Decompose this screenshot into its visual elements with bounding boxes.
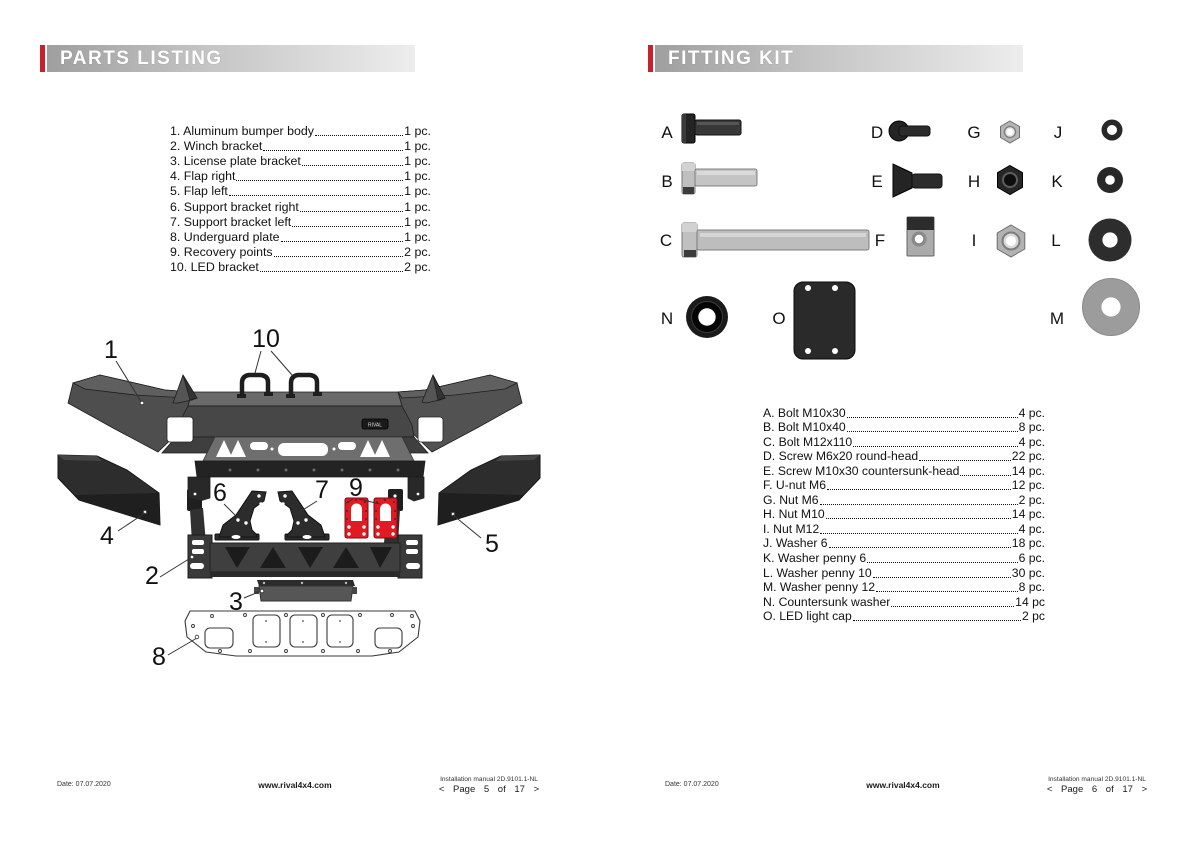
parts-list-row [170,229,431,244]
kit-list-row [763,594,1045,609]
kit-list-row [763,449,1045,464]
kit-list-row [763,434,1045,449]
part-label: 1. Aluminum bumper body [170,124,314,139]
underguard-plate-part [185,611,420,656]
dot-leader [853,620,1021,621]
right-page-title: FITTING KIT [668,47,795,69]
kit-list-row [763,565,1045,580]
part-qty: 1 pc. [404,229,431,244]
countersunk-washer-n-icon [686,296,728,338]
bolt-c-icon [682,223,869,257]
part-qty: 1 pc. [404,124,431,139]
left-footer-manual-block [423,776,555,795]
dot-leader [315,135,403,136]
kit-qty: 4 pc. [1018,434,1045,449]
led-light-cap-o-icon [794,282,855,359]
left-header-accent [40,45,45,72]
part-label: 3. License plate bracket [170,154,301,169]
flap-part-5 [438,455,540,525]
kit-list-row [763,550,1045,565]
part-label: 6. Support bracket right [170,199,299,214]
dot-leader [820,533,1017,534]
screw-d-icon [889,121,930,141]
washer-j-icon [1102,120,1123,141]
kit-letter-n: N [660,309,674,328]
kit-list-row [763,580,1045,595]
left-header-bar [47,45,415,72]
parts-list-row [170,183,431,198]
dot-leader [229,195,403,196]
kit-qty: 8 pc. [1018,420,1045,435]
parts-list-row [170,244,431,259]
kit-qty: 6 pc. [1018,551,1045,566]
kit-letters [660,123,1064,328]
kit-letter-j: J [1053,123,1063,142]
part-qty: 2 pc. [404,259,431,274]
dot-leader [847,417,1018,418]
dot-leader [263,150,403,151]
kit-letter-g: G [967,123,981,142]
part-qty: 1 pc. [404,154,431,169]
screw-e-icon [893,164,942,197]
kit-letter-b: B [661,172,673,191]
left-footer-manual-ref: Installation manual 2D.9101.1-NL [440,776,538,783]
right-header-accent [648,45,653,72]
kit-label: F. U-nut M6 [763,478,826,493]
washer-l-icon [1089,219,1132,262]
flap-part-4 [58,455,160,525]
parts-list-row [170,153,431,168]
parts-list-row [170,123,431,138]
kit-letter-e: E [871,172,883,191]
kit-label: M. Washer penny 12 [763,580,875,595]
left-footer-page-indicator: < Page 5 of 17 > [438,784,540,795]
dot-leader [274,256,404,257]
kit-qty: 14 pc [1015,594,1045,609]
callout-6: 6 [213,479,227,507]
kit-qty: 2 pc. [1018,492,1045,507]
kit-label: H. Nut M10 [763,507,825,522]
kit-label: A. Bolt M10x30 [763,405,846,420]
kit-qty: 8 pc. [1018,580,1045,595]
right-header-bar [655,45,1023,72]
part-label: 9. Recovery points [170,244,273,259]
dot-leader [867,562,1017,563]
kit-letter-m: M [1049,309,1065,328]
dot-leader [820,504,1018,505]
kit-label: D. Screw M6x20 round-head [763,449,919,464]
fitting-kit-list [763,405,1045,623]
kit-letter-l: L [1051,231,1061,250]
dot-leader [300,211,403,212]
rival-badge-text: RIVAL [367,422,383,429]
parts-list-row [170,259,431,274]
kit-list-row [763,536,1045,551]
kit-label: E. Screw M10x30 countersunk-head [763,463,960,478]
nut-h-icon [998,166,1023,195]
left-page-title: PARTS LISTING [60,47,223,69]
dot-leader [891,606,1014,607]
washer-m-icon [1083,279,1140,336]
dot-leader [260,271,403,272]
kit-label: J. Washer 6 [763,536,828,551]
exploded-diagram [40,325,580,675]
kit-label: L. Washer penny 10 [763,565,872,580]
kit-list-row [763,492,1045,507]
kit-letter-o: O [772,309,786,328]
parts-list [170,123,431,274]
kit-letter-h: H [967,172,981,191]
kit-qty: 12 pc. [1011,478,1045,493]
kit-qty: 4 pc. [1018,521,1045,536]
dot-leader [292,226,403,227]
kit-label: I. Nut M12 [763,521,820,536]
dot-leader [873,577,1011,578]
part-label: 4. Flap right [170,169,236,184]
callout-5: 5 [485,530,499,558]
bolt-b-icon [682,163,757,194]
parts-list-row [170,138,431,153]
parts-list-row [170,198,431,213]
kit-list-row [763,478,1045,493]
nut-i-icon [997,225,1025,257]
left-footer-date: Date: 07.07.2020 [57,781,111,788]
left-footer-website: www.rival4x4.com [258,780,332,790]
part-label: 10. LED bracket [170,259,259,274]
callout-10: 10 [252,325,280,353]
license-plate-bracket-part [254,580,357,601]
recovery-points-part [345,498,397,538]
part-label: 5. Flap left [170,184,228,199]
washer-k-icon [1097,167,1123,193]
callout-2: 2 [145,562,159,590]
part-qty: 1 pc. [404,214,431,229]
part-qty: 2 pc. [404,244,431,259]
callout-8: 8 [152,643,166,671]
part-label: 7. Support bracket left [170,214,292,229]
kit-list-row [763,420,1045,435]
right-footer-manual-ref: Installation manual 2D.9101.1-NL [1048,776,1146,783]
part-label: 8. Underguard plate [170,229,280,244]
kit-list-row [763,405,1045,420]
dot-leader [847,431,1018,432]
kit-letter-c: C [659,231,673,250]
callout-3: 3 [229,588,243,616]
callout-4: 4 [100,522,114,550]
kit-letter-a: A [661,123,673,142]
dot-leader [876,591,1018,592]
kit-letter-k: K [1051,172,1063,191]
right-footer-date: Date: 07.07.2020 [665,781,719,788]
dot-leader [281,241,404,242]
kit-qty: 30 pc. [1011,565,1045,580]
part-qty: 1 pc. [404,139,431,154]
callout-7: 7 [315,476,329,504]
kit-qty: 2 pc [1021,609,1045,624]
kit-label: B. Bolt M10x40 [763,420,846,435]
kit-qty: 14 pc. [1011,507,1045,522]
dot-leader [853,446,1017,447]
kit-qty: 18 pc. [1011,536,1045,551]
kit-letter-d: D [870,123,884,142]
kit-qty: 4 pc. [1018,405,1045,420]
kit-list-row [763,463,1045,478]
kit-list-row [763,609,1045,624]
dot-leader [302,165,403,166]
parts-list-row [170,168,431,183]
right-footer-page-indicator: < Page 6 of 17 > [1046,784,1148,795]
kit-letter-i: I [971,231,977,250]
kit-qty: 22 pc. [1011,449,1045,464]
part-qty: 1 pc. [404,184,431,199]
dot-leader [829,547,1011,548]
dot-leader [826,518,1011,519]
right-footer-manual-block [1031,776,1163,795]
kit-label: O. LED light cap [763,609,852,624]
right-footer-website: www.rival4x4.com [866,780,940,790]
dot-leader [919,460,1011,461]
callout-9: 9 [349,474,363,502]
kit-label: K. Washer penny 6 [763,551,867,566]
u-nut-f-icon [907,217,934,256]
dot-leader [236,180,403,181]
kit-letter-f: F [874,231,886,250]
callout-1: 1 [104,336,118,364]
kit-label: G. Nut M6 [763,492,819,507]
kit-label: N. Countersunk washer [763,594,891,609]
dot-leader [960,475,1010,476]
kit-list-row [763,521,1045,536]
nut-g-icon [1001,121,1020,143]
part-label: 2. Winch bracket [170,139,263,154]
kit-list-row [763,507,1045,522]
fitting-kit-grid [648,100,1160,372]
part-qty: 1 pc. [404,169,431,184]
part-qty: 1 pc. [404,199,431,214]
parts-list-row [170,214,431,229]
dot-leader [827,489,1011,490]
kit-label: C. Bolt M12x110 [763,434,853,449]
kit-qty: 14 pc. [1011,463,1045,478]
bolt-a-icon [682,114,741,143]
